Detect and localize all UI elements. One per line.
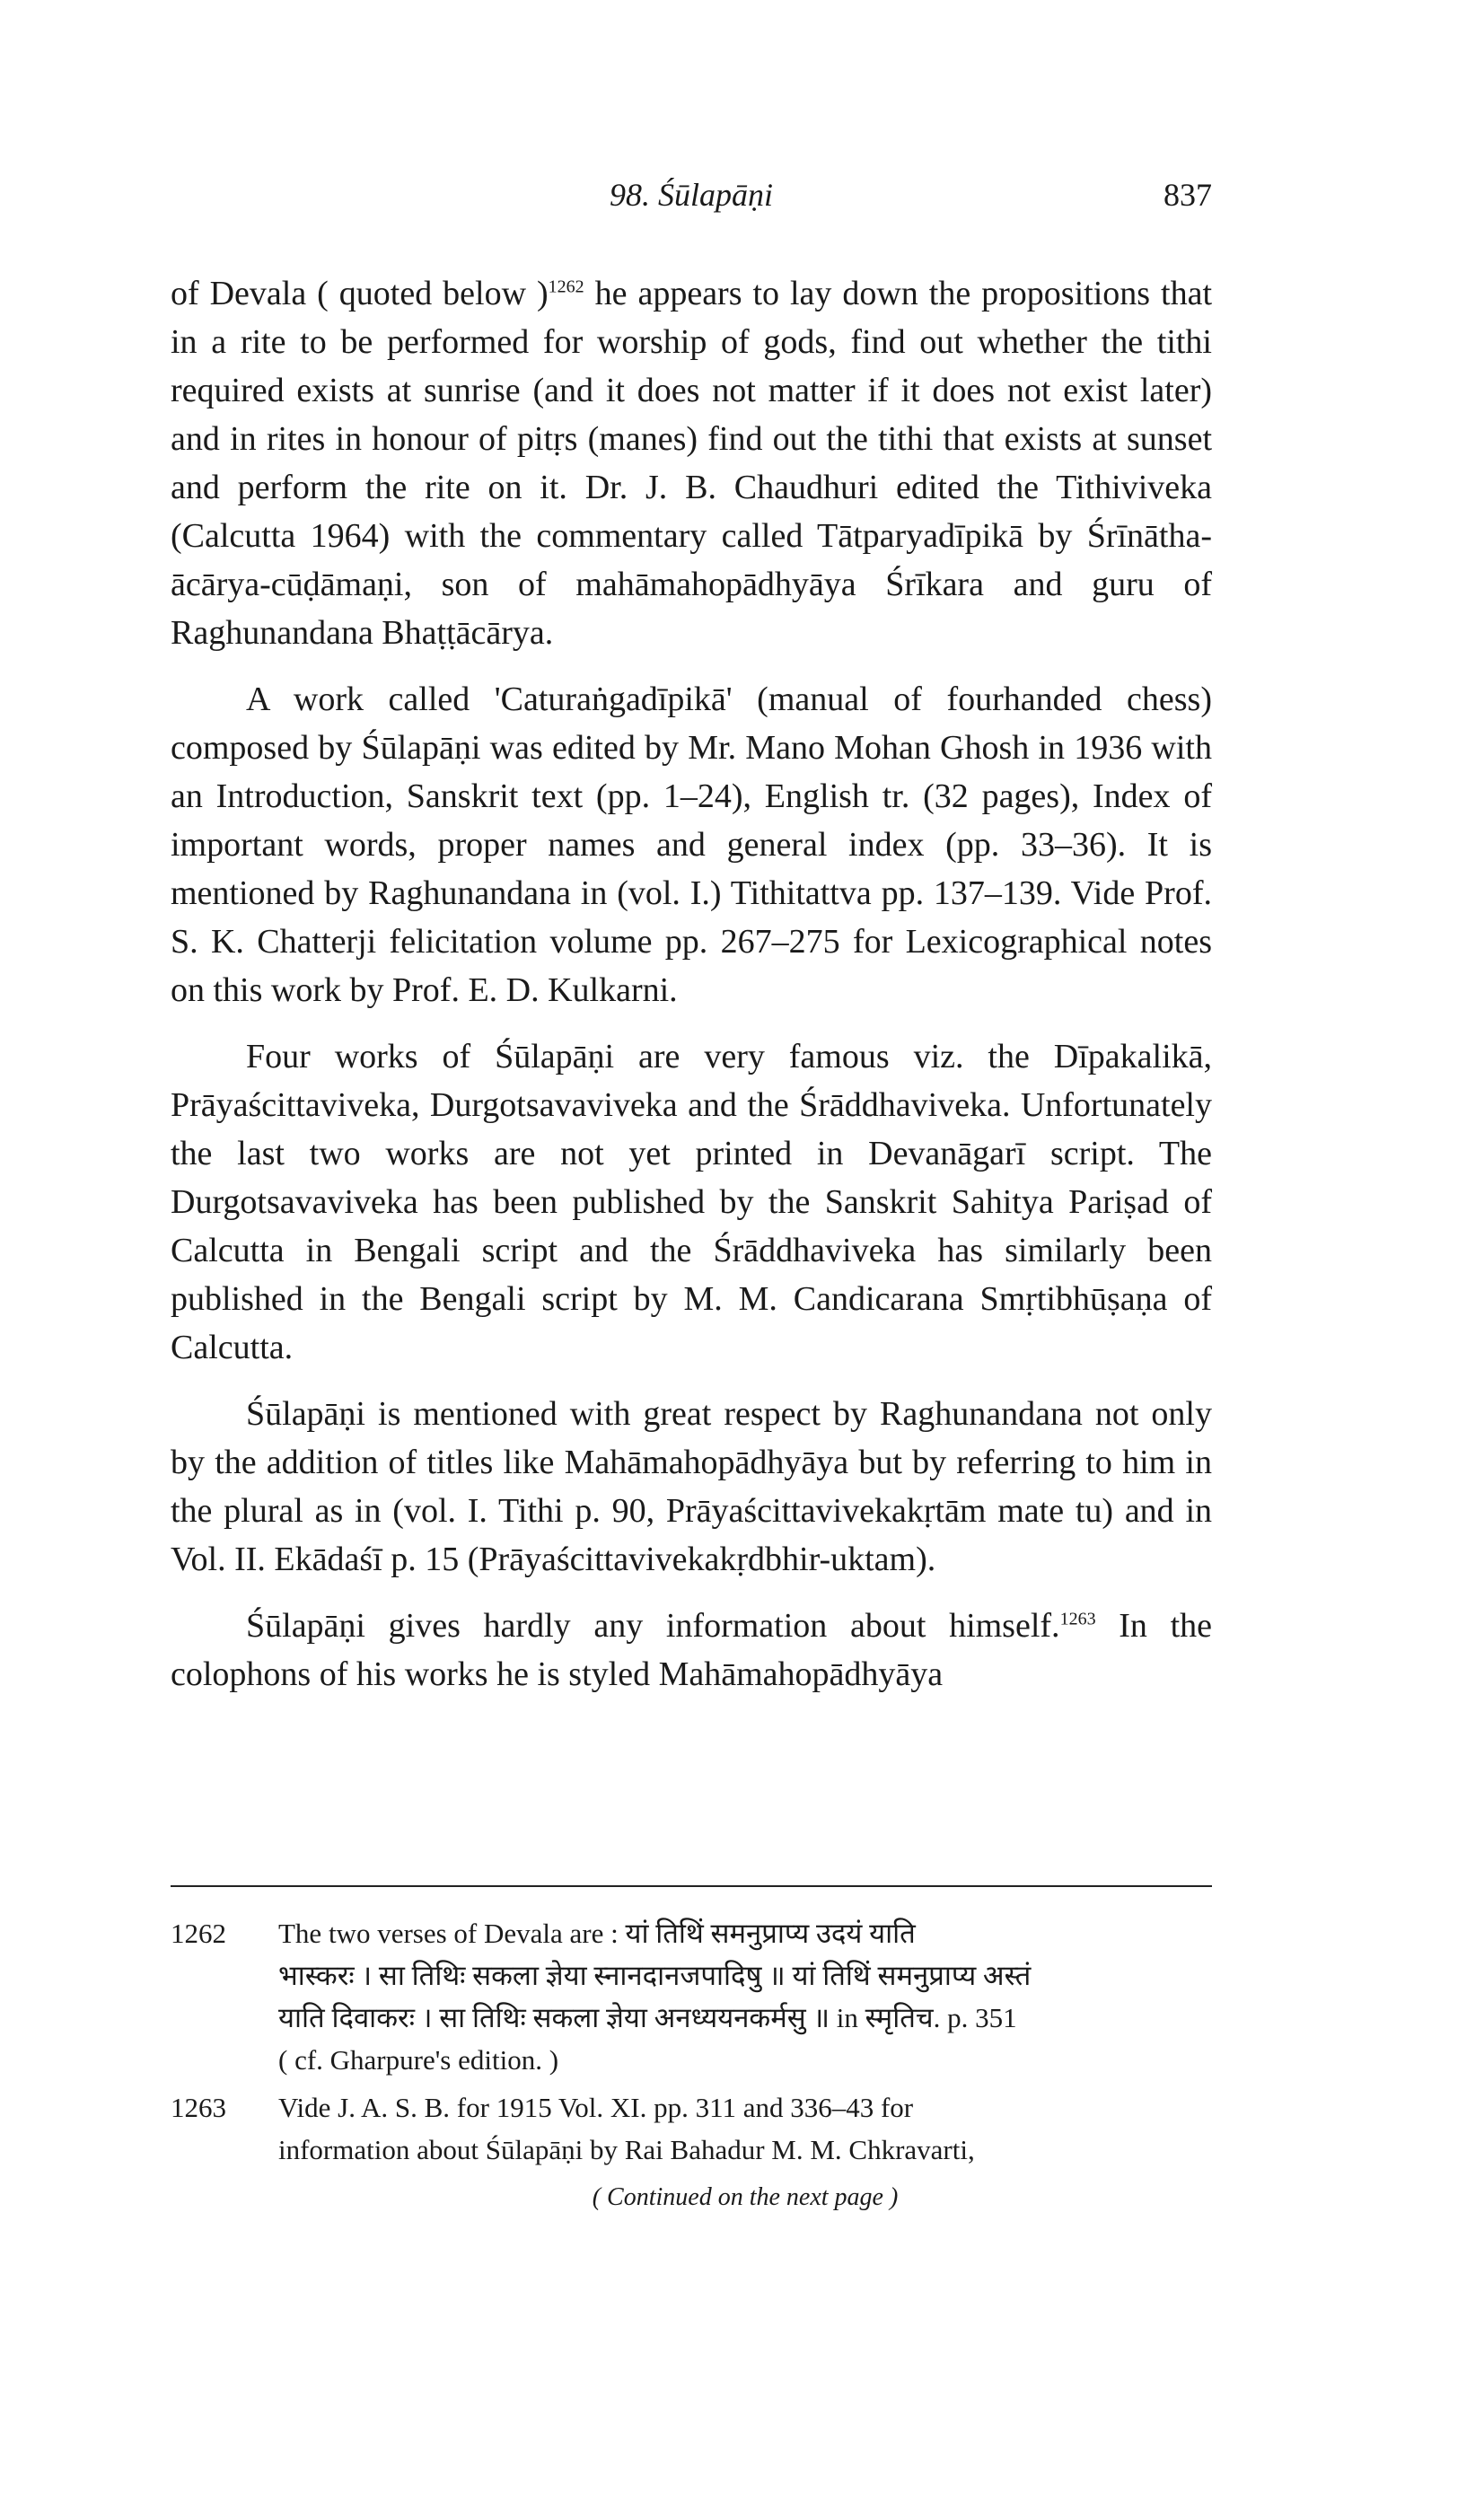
paragraph-2: A work called 'Caturaṅgadīpikā' (manual of fourhanded chess) composed by Śūlapāṇi was edited by Mr. Mano Mohan Ghosh in 1936 with an Introduction, Sanskrit text (pp. 1–24), English tr. (32 pages), Index of important words, proper names and general index (pp. 33–36). It is mentioned by Raghunandana in (vol. I.) Tithitattva pp. 137–139. Vide Prof. S. K. Chatterji felicitation volume pp. 267–275 for Lexicographical notes on this work by Prof. E. D. Kulkarni. — [171, 680, 1212, 1009]
paragraph-1 — [171, 269, 1212, 657]
paragraph-1-rest: he appears to lay down the propositions that in a rite to be performed for worship of gods, find out whether the tithi required exists at sunrise (and it does not matter if it does not exist later) and in rites in honour of pitṛs (manes) find out the tithi that exists at sunset and perform the rite on it. Dr. J. B. Chaudhuri edited the Tithiviveka (Calcutta 1964) with the commentary called Tātparyadīpikā by Śrīnātha-ācārya-cūḍāmaṇi, son of mahāmahopādhyāya Śrīkara and guru of Raghunandana Bhaṭṭācārya. — [171, 275, 1213, 652]
footnote-text — [278, 2086, 1212, 2171]
footnote-number: 1262 — [171, 1918, 226, 1949]
footnote-line: याति दिवाकरः । सा तिथिः सकला ज्ञेया अनध्ययनकर्मसु ॥ in स्मृतिच. p. 351 — [278, 2002, 1017, 2033]
continued-note: ( Continued on the next page ) — [592, 2183, 899, 2211]
paragraph-3: Four works of Śūlapāṇi are very famous viz. the Dīpakalikā, Prāyaścittaviveka, Durgotsavaviveka and the Śrāddhaviveka. Unfortunately the last two works are not yet printed in Devanāgarī script. The Durgotsavaviveka has been published by the Sanskrit Sahitya Pariṣad of Calcutta in Bengali script and the Śrāddhaviveka has similarly been published in the Bengali script by M. M. Candicarana Smṛtibhūṣaṇa of Calcutta. — [171, 1038, 1212, 1366]
paragraph-5 — [171, 1602, 1212, 1699]
running-header — [171, 176, 1212, 230]
paragraph-1-start: of Devala ( quoted below ) — [171, 275, 549, 312]
paragraph-4: Śūlapāṇi is mentioned with great respect by Raghunandana not only by the addition of titles like Mahāmahopādhyāya but by referring to him in the plural as in (vol. I. Tithi p. 90, Prāyaścittavivekakṛtām mate tu) and in Vol. II. Ekādaśī p. 15 (Prāyaścittavivekakṛdbhir-uktam). — [171, 1395, 1212, 1578]
footnote-number: 1263 — [171, 2092, 226, 2123]
paragraph-5-rest: In the colophons of his works he is styled Mahāmahopādhyāya — [171, 1607, 1213, 1693]
footnotes — [171, 1912, 1212, 2218]
footnote-line: The two verses of Devala are : यां तिथिं समनुप्राप्य उदयं याति — [278, 1918, 916, 1949]
footnote-line: भास्करः । सा तिथिः सकला ज्ञेया स्नानदानजपादिषु ॥ यां तिथिं समनुप्राप्य अस्तं — [278, 1960, 1032, 1991]
footnote-ref-1262: 1262 — [548, 277, 584, 297]
page-number: 837 — [1163, 177, 1212, 213]
footnote-divider — [171, 1885, 1212, 1887]
paragraph-5-start: Śūlapāṇi gives hardly any information about himself. — [246, 1607, 1060, 1645]
footnote-text — [278, 1912, 1212, 2081]
chapter-title: 98. Śūlapāṇi — [609, 177, 773, 213]
footnote-line: information about Śūlapāṇi by Rai Bahadur M. M. Chkravarti, — [278, 2134, 975, 2165]
footnote-ref-1263: 1263 — [1059, 1609, 1096, 1629]
footnote-line: Vide J. A. S. B. for 1915 Vol. XI. pp. 311 and 336–43 for — [278, 2092, 914, 2123]
footnote-line: ( cf. Gharpure's edition. ) — [278, 2044, 559, 2076]
footnote-1263 — [171, 2086, 1212, 2171]
footnote-1262 — [171, 1912, 1212, 2081]
main-text — [171, 269, 1212, 1716]
